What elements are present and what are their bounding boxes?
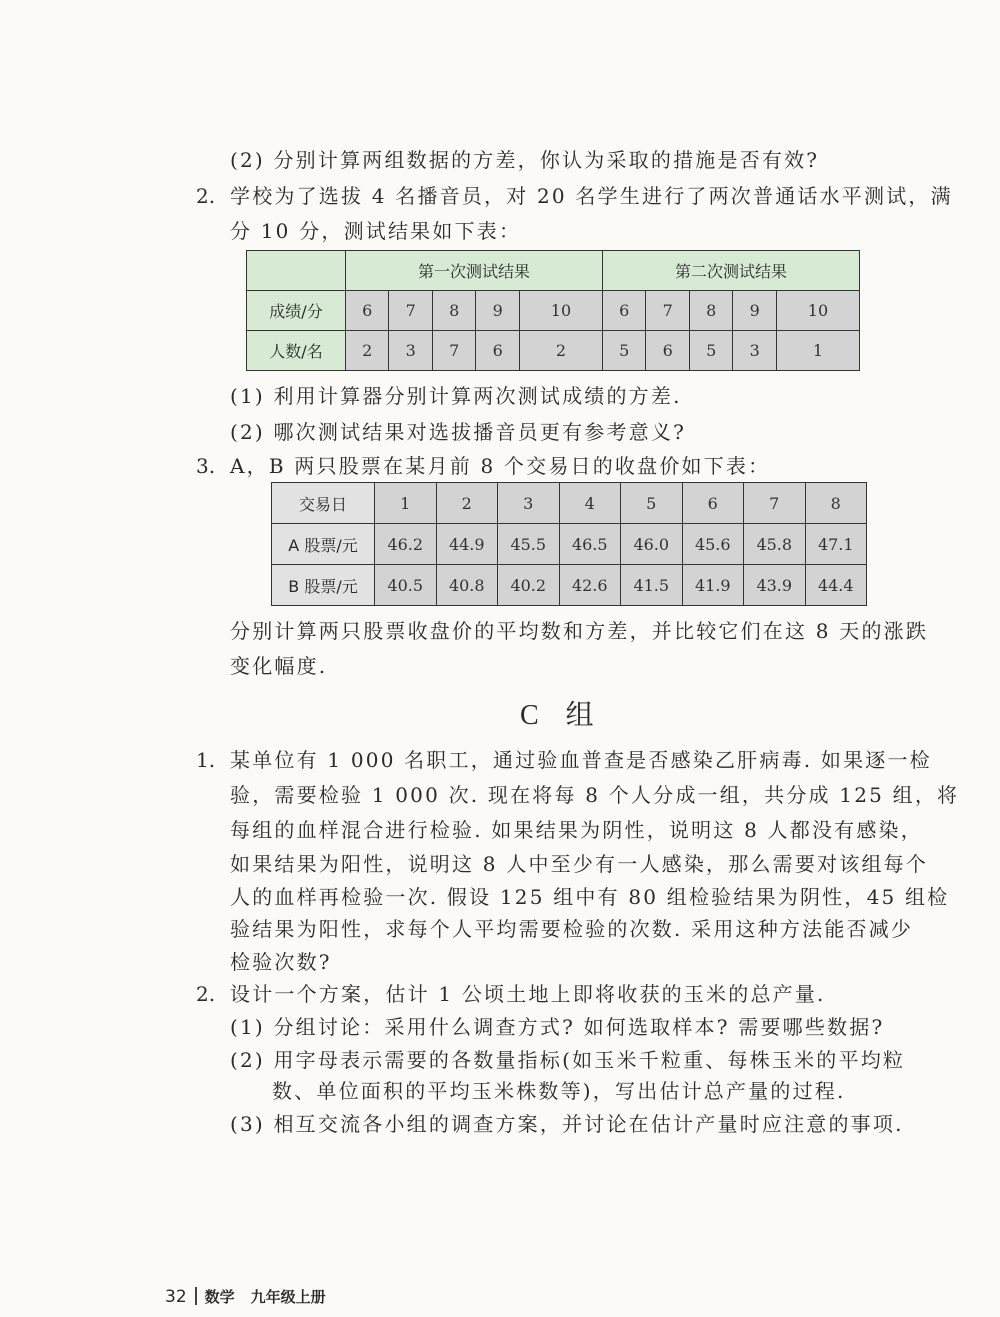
table2-b-cell: 40.8 bbox=[436, 565, 498, 606]
table1-score-cell: 7 bbox=[389, 291, 432, 331]
table2-day-cell: 5 bbox=[621, 483, 683, 524]
table2-b-cell: 40.5 bbox=[375, 565, 437, 606]
table2-a-cell: 47.1 bbox=[805, 524, 867, 565]
c-q1-line7: 检验次数? bbox=[230, 950, 332, 974]
table1-score-label: 成绩/分 bbox=[247, 291, 346, 331]
c-q1-line3: 每组的血样混合进行检验. 如果结果为阴性，说明这 8 人都没有感染， bbox=[230, 818, 923, 842]
table1-score-cell: 9 bbox=[733, 291, 776, 331]
table2-a-cell: 44.9 bbox=[436, 524, 498, 565]
table2-b-cell: 40.2 bbox=[498, 565, 560, 606]
table1-count-cell: 5 bbox=[689, 331, 732, 371]
test-results-table bbox=[246, 250, 860, 371]
table2-day-label: 交易日 bbox=[272, 483, 375, 524]
table2-day-cell: 2 bbox=[436, 483, 498, 524]
table1-count-cell: 7 bbox=[432, 331, 475, 371]
table1-group2-header: 第二次测试结果 bbox=[602, 251, 859, 291]
table1-score-cell: 10 bbox=[519, 291, 602, 331]
c-q2-line1: 设计一个方案，估计 1 公顷土地上即将收获的玉米的总产量. bbox=[230, 982, 826, 1006]
table1-count-cell: 1 bbox=[776, 331, 859, 371]
table1-count-cell: 2 bbox=[346, 331, 389, 371]
table2-a-cell: 46.2 bbox=[375, 524, 437, 565]
table1-score-cell: 8 bbox=[432, 291, 475, 331]
c-q1-line1: 某单位有 1 000 名职工，通过验血普查是否感染乙肝病毒. 如果逐一检 bbox=[230, 748, 932, 772]
table1-score-cell: 6 bbox=[602, 291, 645, 331]
b-q3-after-line2: 变化幅度. bbox=[230, 654, 328, 678]
table2-day-cell: 8 bbox=[805, 483, 867, 524]
table1-corner-cell bbox=[247, 251, 346, 291]
table2-a-cell: 45.8 bbox=[744, 524, 806, 565]
table1-count-cell: 6 bbox=[646, 331, 689, 371]
table1-count-cell: 6 bbox=[476, 331, 519, 371]
section-c-title: C 组 bbox=[520, 700, 604, 731]
table2-a-cell: 46.0 bbox=[621, 524, 683, 565]
b-q3-after-line1: 分别计算两只股票收盘价的平均数和方差，并比较它们在这 8 天的涨跌 bbox=[230, 619, 929, 643]
table1-count-label: 人数/名 bbox=[247, 331, 346, 371]
table1-score-cell: 6 bbox=[346, 291, 389, 331]
table2-b-cell: 42.6 bbox=[559, 565, 621, 606]
c-q2-part2-line1: (2) 用字母表示需要的各数量指标(如玉米千粒重、每株玉米的平均粒 bbox=[230, 1048, 906, 1072]
table2-a-cell: 45.5 bbox=[498, 524, 560, 565]
c-q2-number: 2. bbox=[196, 982, 216, 1006]
c-q1-line6: 验结果为阳性，求每个人平均需要检验的次数. 采用这种方法能否减少 bbox=[230, 917, 914, 941]
table2-day-cell: 3 bbox=[498, 483, 560, 524]
table1-count-cell: 3 bbox=[733, 331, 776, 371]
table2-b-cell: 44.4 bbox=[805, 565, 867, 606]
table2-day-cell: 1 bbox=[375, 483, 437, 524]
c-q2-part2-line2: 数、单位面积的平均玉米株数等)，写出估计总产量的过程. bbox=[272, 1079, 846, 1103]
b-q2-part1: (1) 利用计算器分别计算两次测试成绩的方差. bbox=[230, 384, 682, 408]
table2-a-cell: 46.5 bbox=[559, 524, 621, 565]
table2-b-cell: 43.9 bbox=[744, 565, 806, 606]
b-q2-line1: 学校为了选拔 4 名播音员，对 20 名学生进行了两次普通话水平测试，满 bbox=[230, 184, 953, 208]
table2-day-cell: 7 bbox=[744, 483, 806, 524]
footer-grade: 九年级上册 bbox=[250, 1288, 326, 1306]
table1-score-cell: 10 bbox=[776, 291, 859, 331]
c-q1-line4: 如果结果为阳性，说明这 8 人中至少有一人感染，那么需要对该组每个 bbox=[230, 852, 929, 876]
table1-score-cell: 8 bbox=[689, 291, 732, 331]
b-q2-line2: 分 10 分，测试结果如下表： bbox=[230, 219, 522, 243]
stock-price-table bbox=[271, 482, 867, 606]
table2-day-cell: 4 bbox=[559, 483, 621, 524]
b-q3-line1: A，B 两只股票在某月前 8 个交易日的收盘价如下表： bbox=[230, 454, 771, 478]
table2-b-label: B 股票/元 bbox=[272, 565, 375, 606]
table1-score-cell: 7 bbox=[646, 291, 689, 331]
table1-score-cell: 9 bbox=[476, 291, 519, 331]
page-number: 32 bbox=[165, 1287, 187, 1307]
b-q2-part2: (2) 哪次测试结果对选拔播音员更有参考意义? bbox=[230, 420, 687, 444]
c-q1-number: 1. bbox=[196, 748, 216, 772]
page-footer bbox=[165, 1286, 326, 1307]
c-q1-line2: 验，需要检验 1 000 次. 现在将每 8 个人分成一组，共分成 125 组，将 bbox=[230, 783, 960, 807]
b-q2-number: 2. bbox=[196, 184, 216, 208]
b-q1-part2: (2) 分别计算两组数据的方差，你认为采取的措施是否有效? bbox=[230, 148, 820, 172]
table1-group1-header: 第一次测试结果 bbox=[346, 251, 603, 291]
table2-b-cell: 41.9 bbox=[682, 565, 744, 606]
table2-a-label: A 股票/元 bbox=[272, 524, 375, 565]
table2-day-cell: 6 bbox=[682, 483, 744, 524]
c-q2-part1: (1) 分组讨论：采用什么调查方式? 如何选取样本? 需要哪些数据? bbox=[230, 1015, 885, 1039]
c-q2-part3: (3) 相互交流各小组的调查方案，并讨论在估计产量时应注意的事项. bbox=[230, 1112, 904, 1136]
table1-count-cell: 5 bbox=[602, 331, 645, 371]
table2-b-cell: 41.5 bbox=[621, 565, 683, 606]
table2-a-cell: 45.6 bbox=[682, 524, 744, 565]
table1-count-cell: 3 bbox=[389, 331, 432, 371]
c-q1-line5: 人的血样再检验一次. 假设 125 组中有 80 组检验结果为阴性，45 组检 bbox=[230, 885, 950, 909]
table1-count-cell: 2 bbox=[519, 331, 602, 371]
footer-divider bbox=[195, 1287, 197, 1305]
b-q3-number: 3. bbox=[196, 454, 216, 478]
footer-subject: 数学 bbox=[204, 1288, 235, 1306]
